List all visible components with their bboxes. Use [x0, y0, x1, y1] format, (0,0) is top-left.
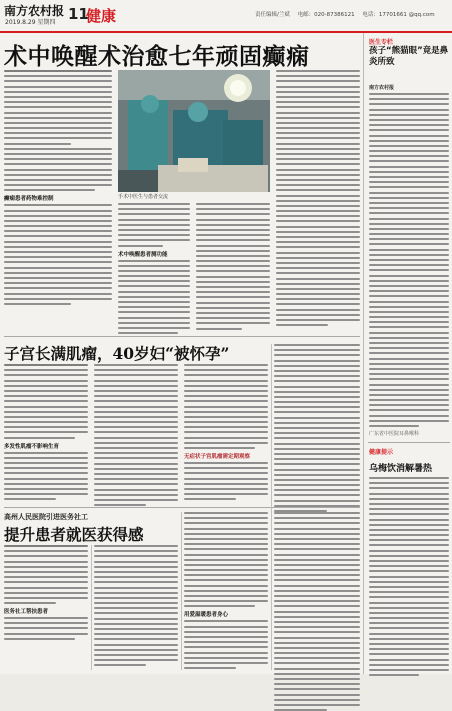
- sidebar: [363, 33, 452, 674]
- sidebar-credit: 广东省中医院耳鼻喉科: [369, 431, 420, 437]
- sidebar-tag-label: 医生专栏: [369, 39, 394, 46]
- column-rule: [91, 545, 92, 670]
- text-lines: [118, 203, 190, 247]
- main-headline: 术中唤醒术治愈七年顽固癫痫: [4, 43, 310, 70]
- surgery-photo: [118, 70, 270, 192]
- second-story-col-3: [184, 364, 268, 500]
- column-rule: [181, 512, 182, 670]
- text-lines: [4, 70, 112, 191]
- text-lines: [274, 512, 360, 711]
- text-lines: [4, 545, 88, 604]
- text-lines: [4, 364, 88, 439]
- divider: [4, 507, 360, 508]
- sidebar-body: [369, 93, 449, 427]
- sidebar-divider: [368, 442, 450, 443]
- third-headline: 提升患者就医获得感: [4, 525, 144, 544]
- sidebar-body-2: [369, 477, 449, 676]
- text-lines: [94, 364, 178, 506]
- second-subhead-2: 无症状子宫肌瘤需定期观察: [184, 454, 251, 460]
- text-lines: [369, 93, 449, 427]
- second-headline: 子宫长满肌瘤，40岁妇“被怀孕”: [4, 344, 230, 363]
- masthead: [0, 0, 452, 33]
- main-story-col-1: [4, 70, 112, 305]
- second-story-col-1: [4, 364, 88, 500]
- text-lines: [369, 477, 449, 676]
- sidebar-tag: [369, 37, 393, 46]
- issue-date: 2019.8.29 星期四: [5, 19, 56, 26]
- section-name: 健康: [86, 7, 117, 25]
- editor-email: 电邮：020-87386121: [297, 12, 355, 18]
- text-lines: [276, 70, 360, 326]
- sidebar-kicker: 南方农村报: [369, 85, 395, 91]
- second-story-col-4: [274, 344, 360, 512]
- third-kicker: 高州人民医院引进医务社工: [4, 513, 88, 521]
- paper-name: 南方农村报: [4, 4, 65, 18]
- text-lines: [118, 260, 190, 335]
- page-number: 11: [68, 5, 89, 23]
- third-story-col-2: [94, 545, 178, 666]
- main-story-col-4: [276, 70, 360, 326]
- text-lines: [4, 452, 88, 501]
- text-lines: [184, 364, 268, 449]
- third-story-col-4: [274, 512, 360, 711]
- main-story-col-3: [196, 203, 270, 330]
- second-story-col-2: [94, 364, 178, 506]
- third-subhead-1: 医务社工帮扶患者: [4, 609, 49, 616]
- text-lines: [4, 617, 88, 640]
- text-lines: [184, 620, 268, 669]
- photo-caption: 手术中医生与患者交流: [118, 194, 169, 200]
- sidebar-tag-2: [369, 447, 393, 456]
- second-subhead-1: 多发性肌瘤不影响生育: [4, 443, 60, 450]
- subhead-1: 癫痫患者药物难控制: [4, 196, 54, 203]
- column-rule: [271, 344, 272, 670]
- editor: 责任编辑/兰斌: [255, 12, 290, 18]
- text-lines: [196, 203, 270, 330]
- text-lines: [184, 462, 268, 500]
- main-story-col-2: [118, 203, 190, 334]
- editor-phone: 电话：17701661 @qq.com: [362, 12, 435, 18]
- sidebar-title-2: 乌梅饮消解暑热: [369, 464, 433, 474]
- subhead-2: 术中唤醒患者测功能: [118, 251, 168, 258]
- text-lines: [274, 344, 360, 512]
- third-story-col-1: [4, 545, 88, 640]
- third-subhead-2: 用爱温暖患者身心: [184, 612, 229, 619]
- text-lines: [94, 545, 178, 666]
- third-story-col-3: [184, 512, 268, 669]
- divider: [4, 336, 360, 337]
- sidebar-tag-2-label: 健康提示: [369, 449, 394, 456]
- text-lines: [184, 512, 268, 607]
- text-lines: [4, 204, 112, 305]
- sidebar-title: 孩子“熊猫眼”竟是鼻炎所致: [369, 46, 449, 67]
- editor-line: [255, 10, 450, 18]
- surgery-photo-image: [118, 70, 270, 192]
